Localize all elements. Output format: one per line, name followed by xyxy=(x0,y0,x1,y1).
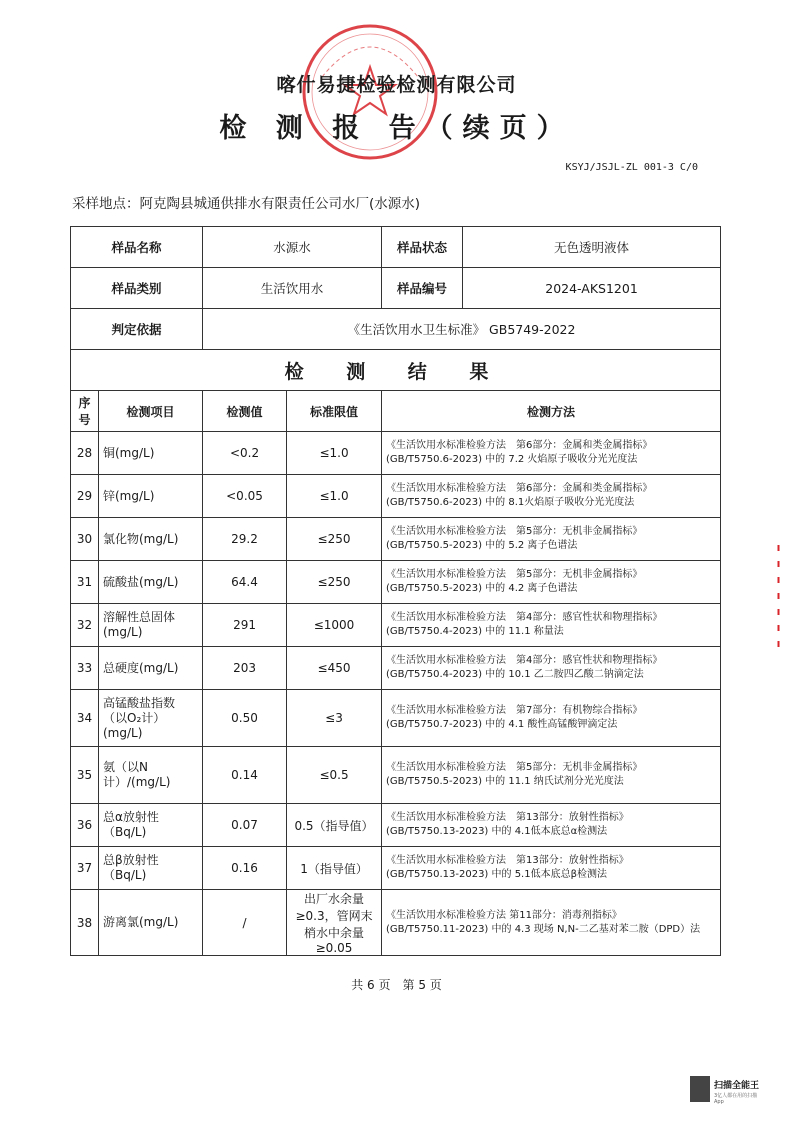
row-value: 64.4 xyxy=(203,561,287,604)
col-seq: 序号 xyxy=(71,391,99,432)
row-value: / xyxy=(203,890,287,956)
method-line: (GB/T5750.11-2023) 中的 4.3 现场 N,N-二乙基对苯二胺（DPD）法 xyxy=(386,923,701,935)
col-value: 检测值 xyxy=(203,391,287,432)
row-seq: 32 xyxy=(71,604,99,647)
method-line: (GB/T5750.6-2023) 中的 8.1火焰原子吸收分光光度法 xyxy=(386,497,635,508)
row-item: 游离氯(mg/L) xyxy=(99,890,203,956)
row-item: 高锰酸盐指数（以O₂计）(mg/L) xyxy=(99,690,203,747)
sample-info-row xyxy=(71,227,721,268)
row-method xyxy=(382,890,721,956)
results-title: 检 测 结 果 xyxy=(71,350,721,391)
col-limit: 标准限值 xyxy=(287,391,382,432)
row-value: 0.07 xyxy=(203,804,287,847)
sample-state-cell xyxy=(382,227,721,268)
page-footer: 共 6 页 第 5 页 xyxy=(351,978,442,992)
sample-category-value: 生活饮用水 xyxy=(203,268,382,309)
row-item: 氨（以N计）/(mg/L) xyxy=(99,747,203,804)
row-limit: ≤0.5 xyxy=(287,747,382,804)
sample-number-label: 样品编号 xyxy=(382,268,463,308)
row-seq: 28 xyxy=(71,432,99,475)
table-row xyxy=(71,747,721,804)
sample-name-value: 水源水 xyxy=(203,227,382,268)
report-title: 检 测 报 告（续页） xyxy=(219,113,574,144)
row-limit: ≤1.0 xyxy=(287,432,382,475)
document-code: KSYJ/JSJL-ZL 001-3 C/0 xyxy=(565,162,698,173)
row-item: 总硬度(mg/L) xyxy=(99,647,203,690)
row-value: 291 xyxy=(203,604,287,647)
table-row xyxy=(71,432,721,475)
table-row xyxy=(71,690,721,747)
sample-state-value: 无色透明液体 xyxy=(554,240,630,255)
sampling-site: 采样地点：阿克陶县城通供排水有限责任公司水厂(水源水) xyxy=(72,196,421,212)
row-item: 铜(mg/L) xyxy=(99,432,203,475)
row-limit: 1（指导值） xyxy=(287,847,382,890)
table-row xyxy=(71,475,721,518)
row-method xyxy=(382,432,721,475)
scan-app-watermark xyxy=(690,1074,766,1106)
row-limit: ≤1000 xyxy=(287,604,382,647)
sample-category-label: 样品类别 xyxy=(71,268,203,309)
column-header-row xyxy=(71,391,721,432)
row-seq: 33 xyxy=(71,647,99,690)
row-seq: 30 xyxy=(71,518,99,561)
method-line: 《生活饮用水标准检验方法 第11部分：消毒剂指标》 xyxy=(386,909,622,921)
results-title-row xyxy=(71,350,721,391)
row-value: <0.2 xyxy=(203,432,287,475)
sample-number-value: 2024-AKS1201 xyxy=(545,280,638,296)
company-name: 喀什易捷检验检测有限公司 xyxy=(276,74,517,96)
table-row xyxy=(71,804,721,847)
sample-category-row xyxy=(71,268,721,309)
row-value: 29.2 xyxy=(203,518,287,561)
row-seq: 36 xyxy=(71,804,99,847)
method-line: 《生活饮用水标准检验方法 第4部分：感官性状和物理指标》 xyxy=(386,612,663,623)
row-limit: ≤250 xyxy=(287,561,382,604)
sample-state-label: 样品状态 xyxy=(382,227,463,267)
method-line: 《生活饮用水标准检验方法 第6部分：金属和类金属指标》 xyxy=(386,440,653,451)
basis-label: 判定依据 xyxy=(71,309,203,350)
basis-value: 《生活饮用水卫生标准》 GB5749-2022 xyxy=(203,309,721,350)
table-row xyxy=(71,847,721,890)
edge-stamp-mark xyxy=(776,545,781,655)
method-line: 《生活饮用水标准检验方法 第13部分：放射性指标》 xyxy=(386,812,629,823)
col-item: 检测项目 xyxy=(99,391,203,432)
row-method xyxy=(382,804,721,847)
row-seq: 34 xyxy=(71,690,99,747)
row-seq: 37 xyxy=(71,847,99,890)
row-seq: 31 xyxy=(71,561,99,604)
row-item: 溶解性总固体(mg/L) xyxy=(99,604,203,647)
row-limit: ≤3 xyxy=(287,690,382,747)
row-method xyxy=(382,747,721,804)
scan-app-name: 扫描全能王 xyxy=(714,1081,760,1091)
row-limit: ≤450 xyxy=(287,647,382,690)
table-row xyxy=(71,518,721,561)
row-method xyxy=(382,561,721,604)
method-line: 《生活饮用水标准检验方法 第7部分：有机物综合指标》 xyxy=(386,705,643,716)
method-line: 《生活饮用水标准检验方法 第5部分：无机非金属指标》 xyxy=(386,526,643,537)
row-limit: ≤250 xyxy=(287,518,382,561)
row-limit: 出厂水余量≥0.3，管网末梢水中余量≥0.05 xyxy=(287,890,382,956)
method-line: 《生活饮用水标准检验方法 第5部分：无机非金属指标》 xyxy=(386,762,643,773)
method-line: 《生活饮用水标准检验方法 第5部分：无机非金属指标》 xyxy=(386,569,643,580)
row-method xyxy=(382,847,721,890)
row-seq: 35 xyxy=(71,747,99,804)
method-line: (GB/T5750.4-2023) 中的 11.1 称量法 xyxy=(386,626,564,637)
method-line: (GB/T5750.7-2023) 中的 4.1 酸性高锰酸钾滴定法 xyxy=(386,719,618,730)
row-seq: 29 xyxy=(71,475,99,518)
method-line: (GB/T5750.5-2023) 中的 4.2 离子色谱法 xyxy=(386,583,578,594)
method-line: (GB/T5750.5-2023) 中的 5.2 离子色谱法 xyxy=(386,540,578,551)
row-value: 0.50 xyxy=(203,690,287,747)
method-line: (GB/T5750.4-2023) 中的 10.1 乙二胺四乙酸二钠滴定法 xyxy=(386,669,644,680)
table-row xyxy=(71,561,721,604)
row-method xyxy=(382,518,721,561)
report-table xyxy=(70,226,721,956)
method-line: (GB/T5750.13-2023) 中的 5.1低本底总β检测法 xyxy=(386,869,607,880)
method-line: (GB/T5750.13-2023) 中的 4.1低本底总α检测法 xyxy=(386,826,608,837)
qr-icon xyxy=(690,1076,710,1102)
table-row xyxy=(71,604,721,647)
row-method xyxy=(382,690,721,747)
col-method: 检测方法 xyxy=(382,391,721,432)
method-line: (GB/T5750.6-2023) 中的 7.2 火焰原子吸收分光光度法 xyxy=(386,454,638,465)
row-value: 203 xyxy=(203,647,287,690)
method-line: 《生活饮用水标准检验方法 第13部分：放射性指标》 xyxy=(386,855,629,866)
method-line: 《生活饮用水标准检验方法 第6部分：金属和类金属指标》 xyxy=(386,483,653,494)
row-limit: 0.5（指导值） xyxy=(287,804,382,847)
row-limit: ≤1.0 xyxy=(287,475,382,518)
sample-name-label: 样品名称 xyxy=(71,227,203,268)
row-item: 锌(mg/L) xyxy=(99,475,203,518)
row-item: 硫酸盐(mg/L) xyxy=(99,561,203,604)
row-method xyxy=(382,647,721,690)
row-seq: 38 xyxy=(71,890,99,956)
scan-app-tagline: 3亿人都在用的扫描App xyxy=(714,1093,758,1105)
row-item: 总β放射性（Bq/L) xyxy=(99,847,203,890)
row-value: 0.16 xyxy=(203,847,287,890)
row-method xyxy=(382,604,721,647)
row-method xyxy=(382,475,721,518)
table-row xyxy=(71,890,721,956)
row-value: 0.14 xyxy=(203,747,287,804)
row-item: 氯化物(mg/L) xyxy=(99,518,203,561)
row-value: <0.05 xyxy=(203,475,287,518)
sample-number-cell xyxy=(382,268,721,309)
method-line: (GB/T5750.5-2023) 中的 11.1 纳氏试剂分光光度法 xyxy=(386,776,624,787)
row-item: 总α放射性（Bq/L) xyxy=(99,804,203,847)
method-line: 《生活饮用水标准检验方法 第4部分：感官性状和物理指标》 xyxy=(386,655,663,666)
basis-row xyxy=(71,309,721,350)
table-row xyxy=(71,647,721,690)
